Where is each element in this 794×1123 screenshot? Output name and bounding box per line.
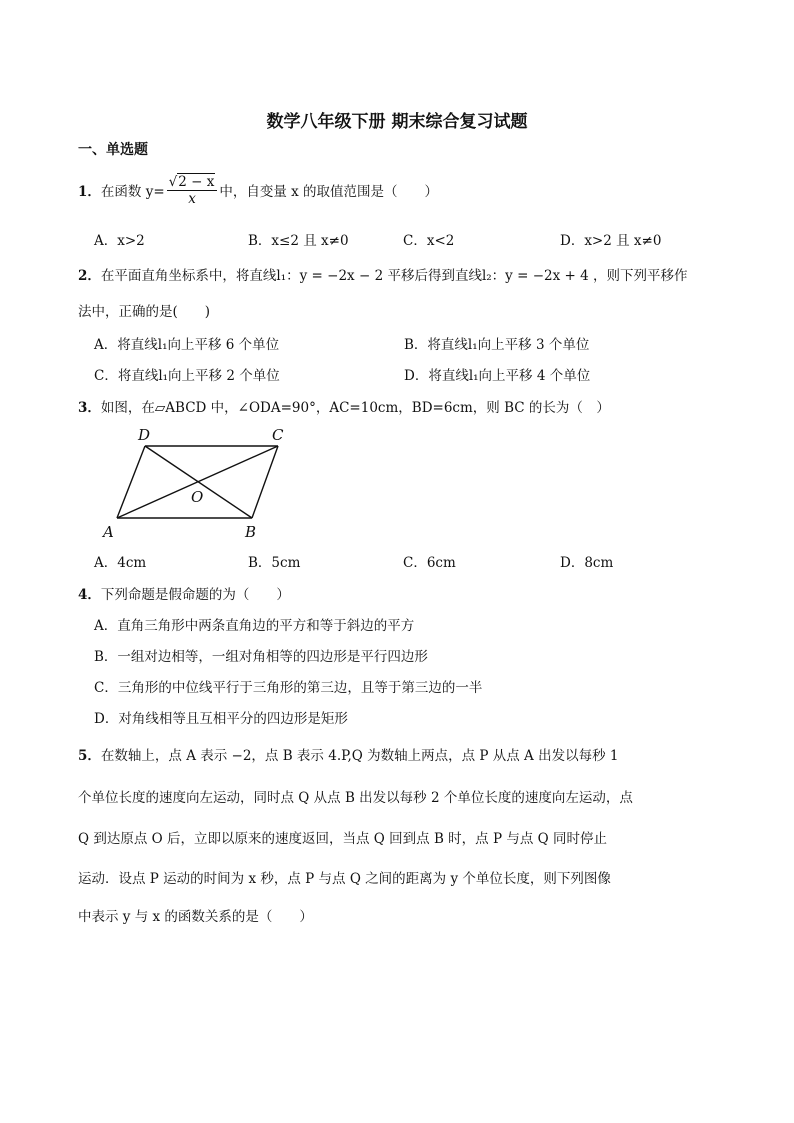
option-a[interactable]: A．x>2 bbox=[94, 233, 145, 249]
diagonal-bd bbox=[145, 446, 252, 518]
option-a[interactable]: A．直角三角形中两条直角边的平方和等于斜边的平方 bbox=[94, 618, 415, 634]
vertex-label-a: A bbox=[103, 523, 114, 541]
option-a[interactable]: A．将直线l₁向上平移 6 个单位 bbox=[94, 337, 280, 353]
section-heading: 一、单选题 bbox=[78, 142, 148, 158]
option-b[interactable]: B．一组对边相等，一组对角相等的四边形是平行四边形 bbox=[94, 649, 428, 665]
option-c[interactable]: C．6cm bbox=[403, 555, 456, 571]
question-5-line4: 运动．设点 P 运动的时间为 x 秒，点 P 与点 Q 之间的距离为 y 个单位长度，则下列图像 bbox=[78, 871, 611, 887]
side-bc bbox=[252, 446, 278, 518]
question-number: 2． bbox=[78, 268, 101, 284]
option-d[interactable]: D．8cm bbox=[560, 555, 614, 571]
option-b[interactable]: B．将直线l₁向上平移 3 个单位 bbox=[404, 337, 590, 353]
question-number: 1． bbox=[78, 184, 101, 200]
question-number: 3． bbox=[78, 400, 101, 416]
parallelogram-figure bbox=[95, 420, 305, 545]
option-b[interactable]: B．x≤2 且 x≠0 bbox=[248, 233, 349, 249]
question-number: 5． bbox=[78, 748, 101, 764]
option-d[interactable]: D．将直线l₁向上平移 4 个单位 bbox=[404, 368, 591, 384]
question-2 bbox=[78, 264, 687, 284]
option-d[interactable]: D．x>2 且 x≠0 bbox=[560, 233, 662, 249]
question-5-line2: 个单位长度的速度向左运动，同时点 Q 从点 B 出发以每秒 2 个单位长度的速度向左运动，点 bbox=[78, 790, 633, 806]
fraction bbox=[167, 174, 218, 207]
vertex-label-c: C bbox=[272, 426, 284, 444]
option-d[interactable]: D．对角线相等且互相平分的四边形是矩形 bbox=[94, 711, 348, 727]
center-label-o: O bbox=[191, 488, 204, 506]
option-b[interactable]: B．5cm bbox=[248, 555, 301, 571]
fraction-numerator: √2 − x bbox=[167, 174, 218, 191]
question-5-line3: Q 到达原点 O 后，立即以原来的速度返回，当点 Q 回到点 B 时，点 P 与点 Q 同时停止 bbox=[78, 831, 607, 847]
question-2-line2: 法中，正确的是( ) bbox=[78, 304, 211, 320]
option-c[interactable]: C．三角形的中位线平行于三角形的第三边，且等于第三边的一半 bbox=[94, 680, 483, 696]
option-c[interactable]: C．x<2 bbox=[403, 233, 455, 249]
option-c[interactable]: C．将直线l₁向上平移 2 个单位 bbox=[94, 368, 280, 384]
question-3 bbox=[78, 396, 610, 416]
question-text: 在函数 y= bbox=[100, 184, 165, 200]
sqrt-expression: 2 − x bbox=[178, 173, 215, 190]
fraction-denominator: x bbox=[188, 190, 196, 207]
option-a[interactable]: A．4cm bbox=[94, 555, 147, 571]
question-text-tail: 中，自变量 x 的取值范围是（ ） bbox=[219, 184, 439, 200]
question-5-line5: 中表示 y 与 x 的函数关系的是（ ） bbox=[78, 909, 313, 925]
question-text: 下列命题是假命题的为（ ） bbox=[100, 587, 290, 603]
page-title: 数学八年级下册 期末综合复习试题 bbox=[266, 112, 528, 132]
vertex-label-b: B bbox=[245, 523, 257, 541]
question-text: 如图，在▱ABCD 中，∠ODA=90°，AC=10cm，BD=6cm，则 BC 的长为（ ） bbox=[100, 400, 610, 416]
question-number: 4． bbox=[78, 587, 101, 603]
vertex-label-d: D bbox=[138, 426, 151, 444]
question-text: 在平面直角坐标系中，将直线l₁：y = −2x − 2 平移后得到直线l₂：y = −2x + 4 ，则下列平移作 bbox=[100, 268, 688, 284]
question-5 bbox=[78, 744, 618, 764]
question-1 bbox=[78, 170, 438, 210]
question-4 bbox=[78, 583, 290, 603]
question-text-line: 在数轴上，点 A 表示 −2，点 B 表示 4.P,Q 为数轴上两点，点 P 从点 A 出发以每秒 1 bbox=[100, 748, 619, 764]
